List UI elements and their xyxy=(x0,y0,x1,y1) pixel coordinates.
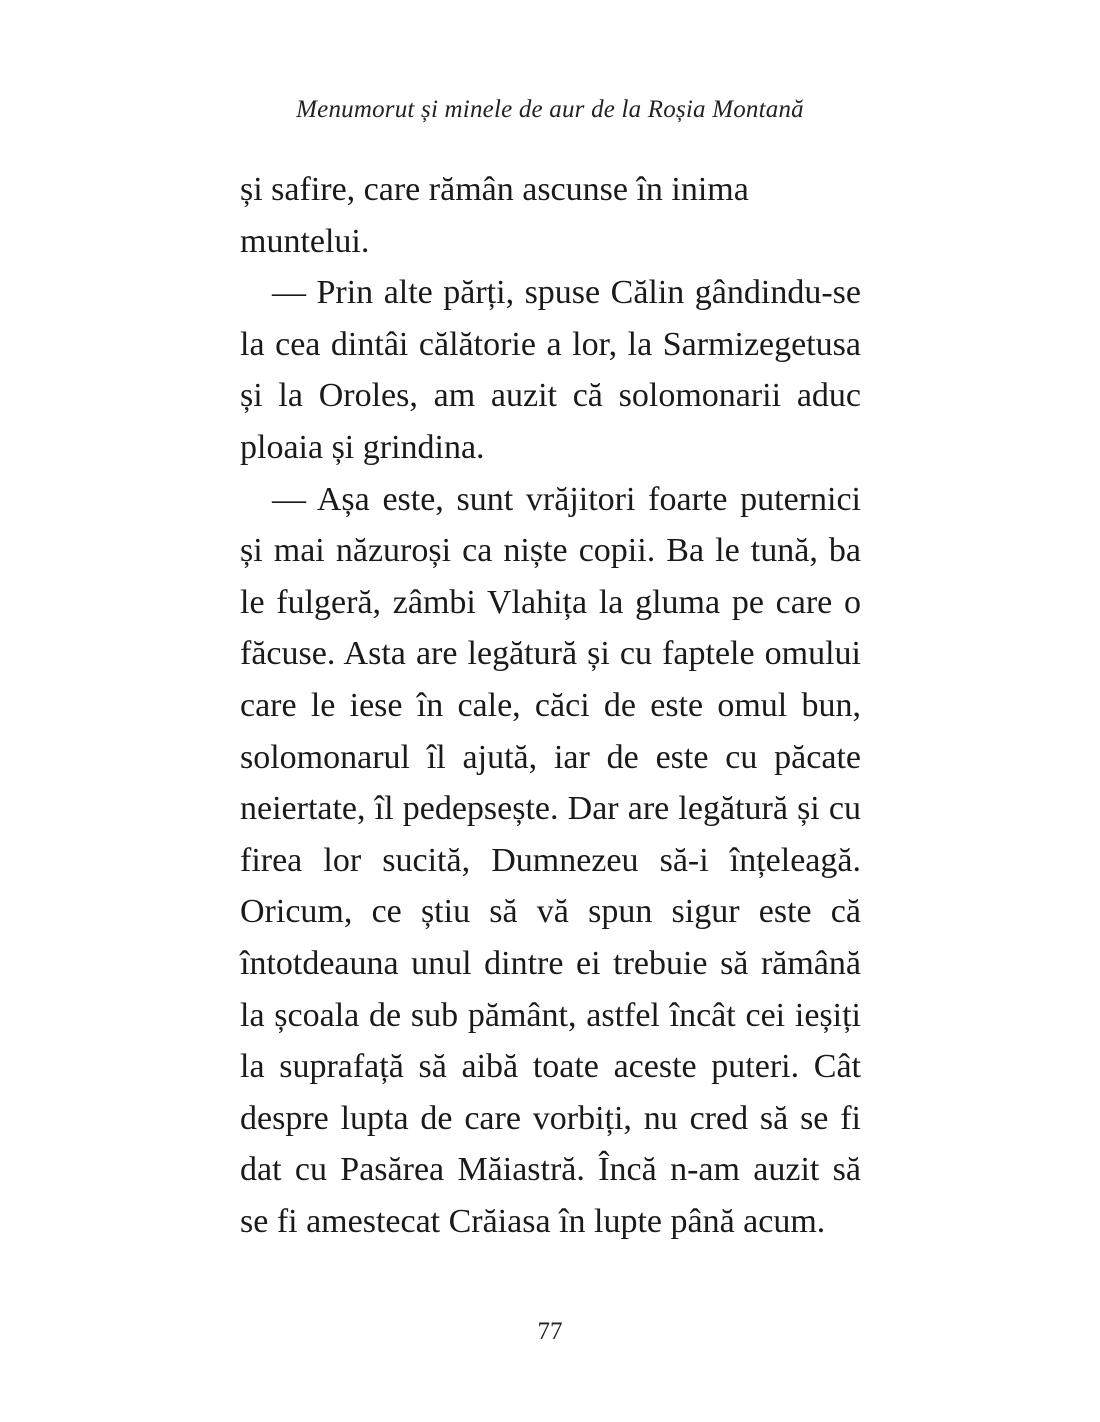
paragraph: și safire, care rămân ascunse în inima muntelui. xyxy=(240,171,749,260)
paragraph: — Prin alte părți, spuse Călin gândindu-se la cea dintâi călătorie a lor, la Sarmizegetusa și la Oroles, am auzit că solomonarii aduc ploaia și grindina. xyxy=(240,274,861,466)
paragraph: — Așa este, sunt vrăjitori foarte puternici și mai năzuroși ca niște copii. Ba le tună, ba le fulgeră, zâmbi Vlahița la gluma pe care o făcuse. Asta are legătură și cu faptele omului care le iese în cale, căci de este omul bun, solomonarul îl ajută, iar de este cu păcate neiertate, îl pedepsește. Dar are legătură și cu firea lor sucită, Dumnezeu să-i înțeleagă. Oricum, ce știu să vă spun sigur este că întotdeauna unul dintre ei trebuie să rămână la școala de sub pământ, astfel încât cei ieșiți la suprafață să aibă toate aceste puteri. Cât despre lupta de care vorbiți, nu cred să se fi dat cu Pasărea Măiastră. Încă n-am auzit să se fi amestecat Crăiasa în lupte până acum. xyxy=(240,480,861,1240)
running-header: Menumorut și minele de aur de la Roșia Montană xyxy=(296,96,804,123)
page-number: 77 xyxy=(537,1318,563,1345)
body-text xyxy=(240,164,861,1247)
